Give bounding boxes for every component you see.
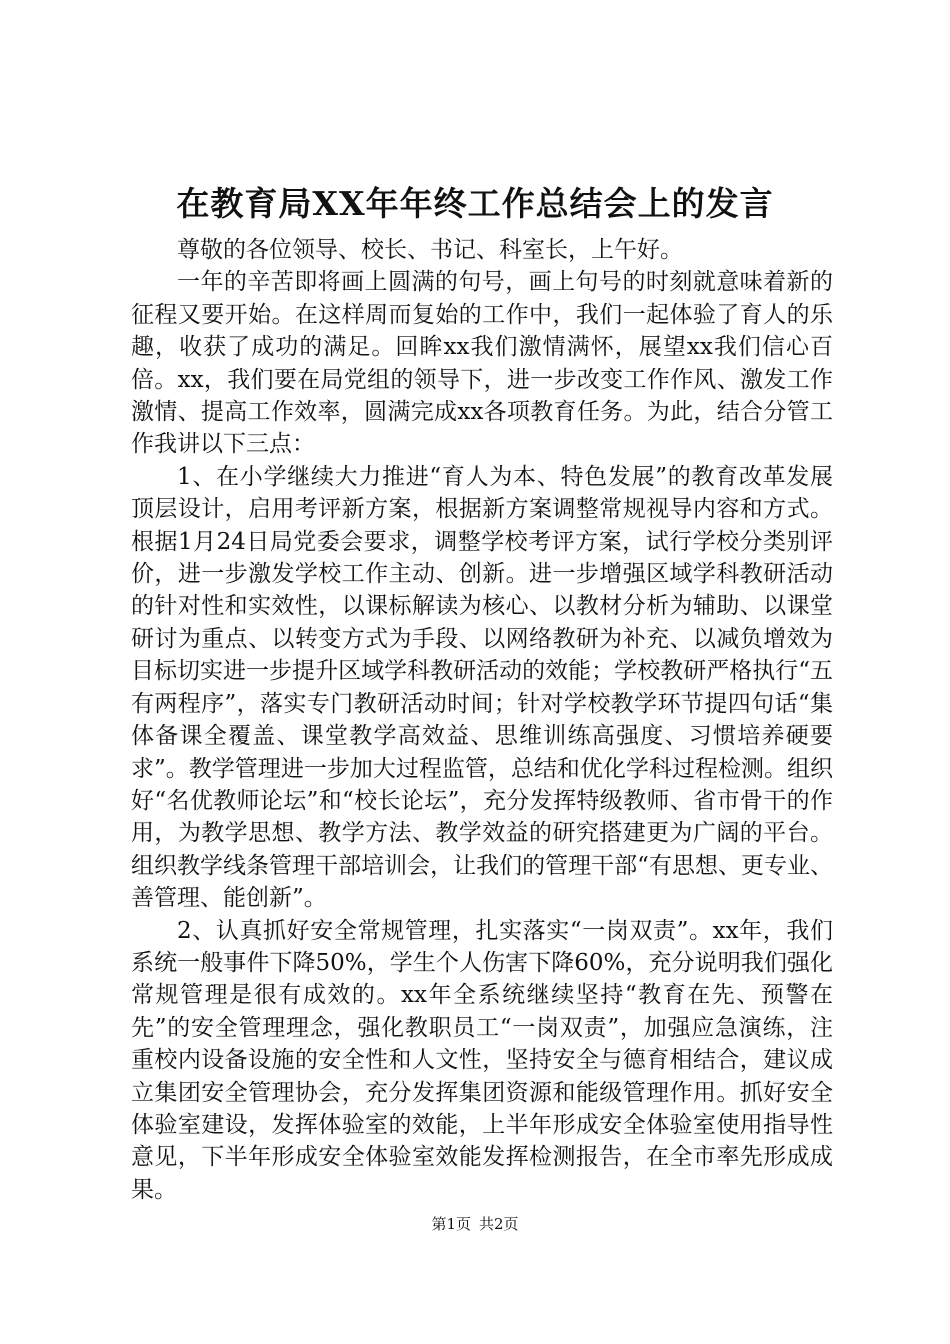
page-footer bbox=[0, 1213, 950, 1235]
paragraph-greeting: 尊敬的各位领导、校长、书记、科室长，上午好。 bbox=[177, 237, 683, 263]
paragraph-point-2: 2、认真抓好安全常规管理，扎实落实“一岗双责”。xx年，我们系统一般事件下降50%，学生个人伤害下降60%，充分说明我们强化常规管理是很有成效的。xx年全系统继续坚持“教育在先、预警在先”的安全管理理念，强化教职员工“一岗双责”，加强应急演练，注重校内设备设施的安全性和人文性，坚持安全与德育相结合，建议成立集团安全管理协会，充分发挥集团资源和能级管理作用。抓好安全体验室建设，发挥体验室的效能，上半年形成安全体验室使用指导性意见，下半年形成安全体验室效能发挥检测报告，在全市率先形成成果。 bbox=[131, 917, 833, 1203]
document-body bbox=[131, 234, 833, 1206]
paragraph-intro: 一年的辛苦即将画上圆满的句号，画上句号的时刻就意味着新的征程又要开始。在这样周而复始的工作中，我们一起体验了育人的乐趣，收获了成功的满足。回眸xx我们激情满怀，展望xx我们信心百倍。xx，我们要在局党组的领导下，进一步改变工作作风、激发工作激情、提高工作效率，圆满完成xx各项教育任务。为此，结合分管工作我讲以下三点： bbox=[131, 269, 833, 458]
page-number-total: 共2页 bbox=[479, 1215, 519, 1233]
paragraph-point-1: 1、在小学继续大力推进“育人为本、特色发展”的教育改革发展顶层设计，启用考评新方案，根据新方案调整常规视导内容和方式。根据1月24日局党委会要求，调整学校考评方案，试行学校分类别评价，进一步激发学校工作主动、创新。进一步增强区域学科教研活动的针对性和实效性，以课标解读为核心、以教材分析为辅助、以课堂研讨为重点、以转变方式为手段、以网络教研为补充、以减负增效为目标切实进一步提升区域学科教研活动的效能；学校教研严格执行“五有两程序”，落实专门教研活动时间；针对学校教学环节提四句话“集体备课全覆盖、课堂教学高效益、思维训练高强度、习惯培养硬要求”。教学管理进一步加大过程监管，总结和优化学科过程检测。组织好“名优教师论坛”和“校长论坛”，充分发挥特级教师、省市骨干的作用，为教学思想、教学方法、教学效益的研究搭建更为广阔的平台。组织教学线条管理干部培训会，让我们的管理干部“有思想、更专业、善管理、能创新”。 bbox=[131, 463, 833, 912]
document-title: 在教育局XX年年终工作总结会上的发言 bbox=[176, 184, 774, 223]
page-number-current: 第1页 bbox=[431, 1215, 471, 1233]
